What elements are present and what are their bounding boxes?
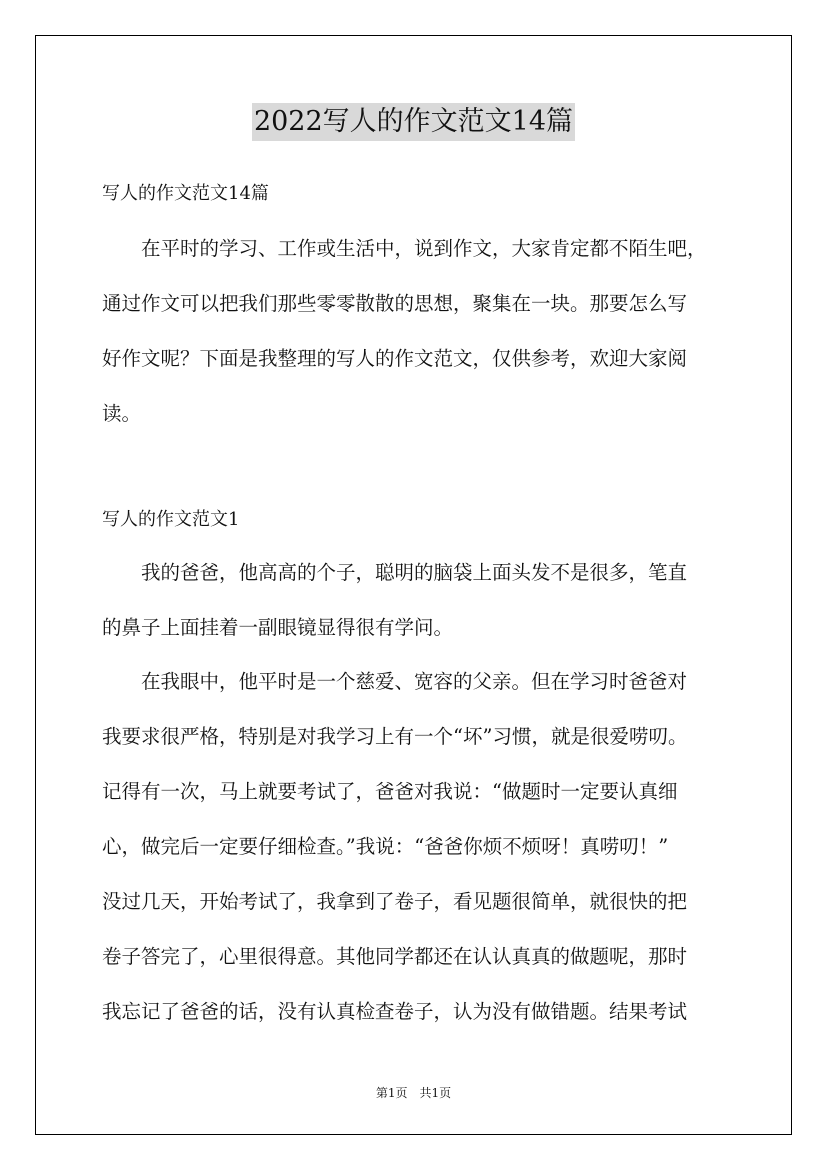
paragraph-line: 我忘记了爸爸的话，没有认真检查卷子，认为没有做错题。结果考试 [102,1000,688,1023]
paragraph-line: 没过几天，开始考试了，我拿到了卷子，看见题很简单，就很快的把 [102,890,688,913]
paragraph-line: 读。 [102,402,142,425]
document-subtitle: 写人的作文范文14篇 [102,183,269,204]
paragraph-line: 记得有一次，马上就要考试了，爸爸对我说：“做题时一定要认真细 [102,780,678,803]
paragraph-line: 的鼻子上面挂着一副眼镜显得很有学问。 [102,616,454,639]
paragraph-2 [102,654,727,1039]
paragraph-line: 好作文呢？下面是我整理的写人的作文范文，仅供参考，欢迎大家阅 [102,347,688,370]
paragraph-line: 我的爸爸，他高高的个子，聪明的脑袋上面头发不是很多，笔直 [102,561,688,584]
page-number: 第1页 共1页 [375,1086,452,1100]
subtitle-block [102,166,727,221]
paragraph-line: 通过作文可以把我们那些零零散散的思想，聚集在一块。那要怎么写 [102,292,688,315]
title-container [0,103,827,141]
document-title: 2022写人的作文范文14篇 [252,103,575,141]
paragraph-1 [102,545,727,655]
section-heading-block [102,492,727,547]
paragraph-line: 心，做完后一定要仔细检查。”我说：“爸爸你烦不烦呀！真唠叨！” [102,835,669,858]
section-heading: 写人的作文范文1 [102,509,240,530]
paragraph-line: 卷子答完了，心里很得意。其他同学都还在认认真真的做题呢，那时 [102,945,688,968]
intro-paragraph [102,221,727,441]
paragraph-line: 在我眼中，他平时是一个慈爱、宽容的父亲。但在学习时爸爸对 [102,670,688,693]
paragraph-line: 在平时的学习、工作或生活中，说到作文，大家肯定都不陌生吧， [102,237,707,260]
paragraph-line: 我要求很严格，特别是对我学习上有一个“坏”习惯，就是很爱唠叨。 [102,725,688,748]
page-footer [0,1084,827,1101]
